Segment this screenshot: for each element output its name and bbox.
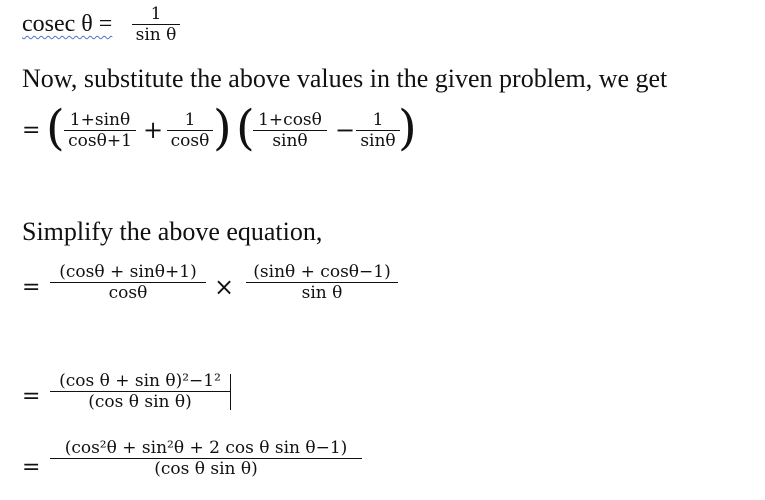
expr1-minus: −	[335, 116, 356, 144]
expr4-equals: =	[22, 455, 41, 480]
expr1-f4-num: 1	[372, 110, 384, 130]
expr1-fraction-4	[356, 110, 400, 151]
expr1-f2-num: 1	[184, 110, 196, 130]
expr1-f3-num: 1+cosθ	[258, 110, 322, 130]
expr1-f3-den: sinθ	[272, 131, 308, 151]
expr4-num: (cos²θ + sin²θ + 2 cos θ sin θ−1)	[64, 438, 348, 458]
close-paren-2: )	[398, 100, 417, 156]
cosec-numerator: 1	[150, 4, 162, 24]
expr2-fraction-2	[246, 262, 398, 303]
open-paren-1: (	[46, 100, 65, 156]
expr2-f2-num: (sinθ + cosθ−1)	[253, 262, 391, 282]
expr4-fraction	[50, 438, 362, 479]
expr2-f1-num: (cosθ + sinθ+1)	[59, 262, 197, 282]
cosec-denominator: sin θ	[135, 25, 177, 45]
open-paren-2: (	[236, 100, 255, 156]
expr2-equals: =	[22, 275, 41, 300]
cursor-caret	[230, 374, 231, 410]
expr1-equals: =	[22, 118, 41, 143]
simplify-text: Simplify the above equation,	[22, 217, 323, 246]
expr4-den: (cos θ sin θ)	[154, 459, 258, 479]
expr1-fraction-2	[167, 110, 213, 151]
expr1-f2-den: cosθ	[170, 131, 210, 151]
expr1-f4-den: sinθ	[360, 131, 396, 151]
substitute-text: Now, substitute the above values in the given problem, we get	[22, 64, 668, 93]
expr2-times: ×	[214, 273, 235, 301]
expr1-plus: +	[143, 116, 164, 144]
expr3-den: (cos θ sin θ)	[88, 392, 192, 412]
close-paren-1: )	[213, 100, 232, 156]
expr1-f1-den: cosθ+1	[68, 131, 132, 151]
cosec-lhs: cosec θ =	[22, 11, 113, 37]
expr2-f1-den: cosθ	[108, 283, 148, 303]
expr3-equals: =	[22, 384, 41, 409]
expr2-f2-den: sin θ	[301, 283, 343, 303]
expr1-f1-num: 1+sinθ	[69, 110, 131, 130]
expr1-fraction-3	[253, 110, 327, 151]
expr1-fraction-1	[64, 110, 136, 151]
cosec-fraction	[132, 4, 180, 45]
expr2-fraction-1	[50, 262, 206, 303]
expr3-fraction	[50, 371, 230, 412]
expr3-num: (cos θ + sin θ)²−1²	[59, 371, 221, 391]
